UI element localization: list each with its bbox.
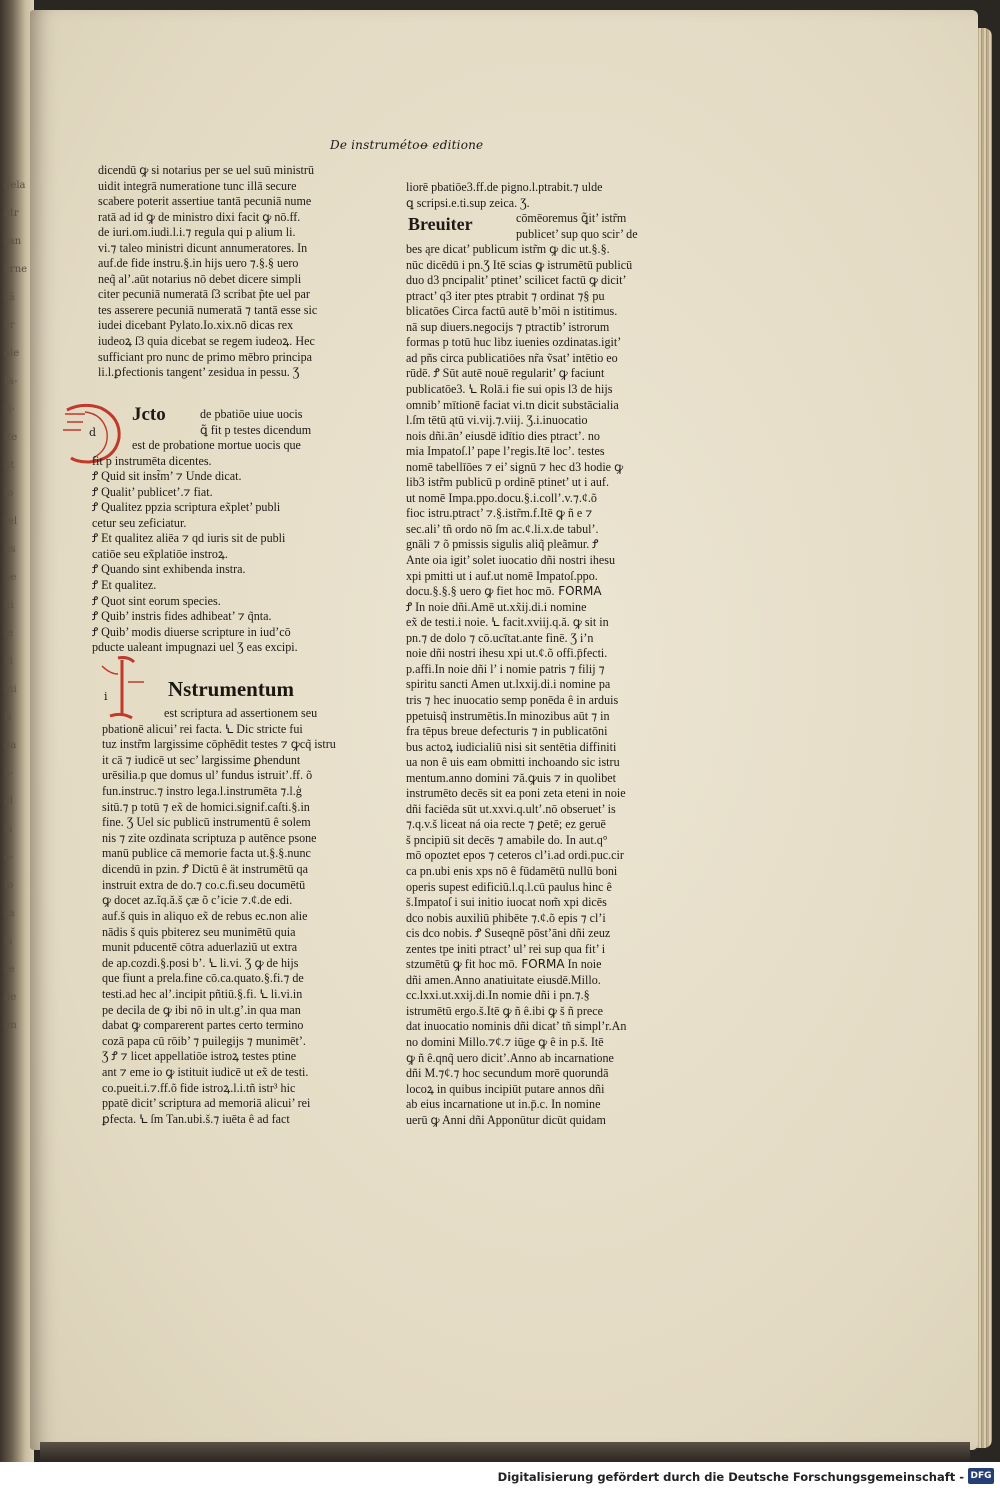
text-line-content: zentes tpe initi ptract’ ul’ rei sup qua fit’ i [406, 941, 606, 956]
text-line [406, 771, 644, 787]
margin-stub-text: ci [4, 656, 13, 667]
text-line [406, 817, 644, 833]
margin-stub-text: etr [4, 208, 19, 219]
text-line [406, 320, 644, 336]
text-line: testi.ad hec al’.incipit pñtiū.§.fi. Ꝇ li.vi.in [102, 986, 303, 1001]
text-line-content: gnāli ⁊ õ pmissis sigulis aliq̃ pleãmur. Ꝭ [406, 537, 599, 552]
text-line [406, 304, 644, 320]
text-line-content: bus actoꝝ iudicialiū nisi sit sentētia diffiniti [406, 739, 617, 754]
text-line [406, 631, 644, 647]
margin-stub-text: er [4, 320, 15, 331]
text-line-content: formas p totū huc libz iuenies ozdinatas.igit’ [406, 335, 622, 350]
margin-stub-text: ta- [4, 376, 18, 387]
text-line: ꝗ̃ fit p testes dicendum [200, 422, 312, 437]
text-line [406, 786, 644, 802]
text-line [406, 413, 644, 429]
text-line: Ꝭ Et qualitez. [92, 578, 157, 593]
text-line: auf.š quis in aliquo ex̃ de rebus ec.non alie [102, 908, 308, 923]
text-line: catiōe seu ex̃platiōe instroꝝ. [92, 546, 228, 561]
text-line [406, 553, 644, 569]
previous-page-edge [0, 0, 34, 1462]
text-line: Ꝭ Et qualitez aliēa ⁊ qd iuris sit de publi [92, 531, 286, 546]
text-line: de iuri.om.iudi.l.i.⁊ regula qui p alium li. [98, 225, 296, 240]
text-line [406, 911, 644, 927]
text-line-content: Ꝭ In noie dñi.Amē ut.xx̃ij.di.i nomine [406, 599, 587, 614]
text-line [406, 289, 644, 305]
text-line-content: š.Impatoſ i sui initio iuocat nom̃ xpi dicēs [406, 895, 607, 910]
text-line: fun.instruc.⁊ instro lega.l.instrumēta ⁊.l.ģ [102, 784, 302, 799]
text-line-content: dco nobis auxiliū phibēte ⁊.¢.õ epis ⁊ cl’i [406, 910, 606, 925]
text-line-content: dñi faciēda sūt ut.xxvi.q.ult’.nō obseruet’ is [406, 801, 616, 816]
text-line-content: operis supest edificiū.l.q.l.cū paulus hinc ê [406, 879, 612, 894]
dfg-logo: DFG [968, 1468, 994, 1484]
margin-stub-text: lo [4, 880, 14, 891]
text-line: dicendū ꝙ si notarius per se uel suū ministrū [98, 163, 314, 177]
margin-stub-text: io [4, 488, 14, 499]
text-line-content: uerū ꝙ Anni dñi Apponūtur dicūt quidam [406, 1112, 606, 1127]
dicto-heading: Jcto [132, 407, 166, 423]
margin-stub-text: re [4, 964, 15, 975]
text-line [406, 382, 644, 398]
text-line: dabat ꝙ comparerent partes certo termino [102, 1018, 304, 1033]
text-line: pe decila de ꝙ ibi nō in ult.g’.in qua man [102, 1002, 301, 1017]
text-line: est de probatione mortue uocis que [132, 438, 301, 453]
margin-stub-text: el [4, 796, 14, 807]
text-line: Ꝭ Quando sint exhibenda instra. [92, 562, 246, 577]
text-line: Ꝭ Quib’ modis diuerse scripture in iud’cō [92, 624, 291, 639]
text-line-content: lib3 istr̃m publicū p ordinē ptinet’ ut i auf. [406, 475, 609, 490]
text-line [406, 506, 644, 522]
text-line: est scriptura ad assertionem seu [164, 706, 318, 720]
text-line: pducte ualeant impugnazi uel Ʒ eas excipi. [92, 640, 298, 655]
margin-stub-text: im [4, 1020, 17, 1031]
footer-bar [0, 1462, 1000, 1492]
text-line: cetur seu zeficiatur. [92, 515, 187, 530]
margin-stub-text: mi [4, 684, 17, 695]
text-line: ppatē dicit’ scriptura ad memoriā alicui’ rei [102, 1096, 311, 1111]
text-line [406, 848, 644, 864]
text-line-content: ua non ê uis eam obmitti inchoando sic istru [406, 755, 620, 770]
text-line [406, 491, 644, 507]
forma-label: FORMA [554, 584, 602, 599]
text-line: it cā ⁊ iudicē ut sec’ largissime ꝑhendunt [102, 752, 301, 767]
text-line [406, 880, 644, 896]
text-line [406, 677, 644, 693]
margin-stub-text: a- [4, 768, 14, 779]
text-line [406, 242, 644, 258]
margin-stub-text: ni [4, 600, 14, 611]
text-line: que fiunt a prela.fine cō.ca.quato.§.fi.⁊ de [102, 971, 304, 986]
text-line [406, 460, 644, 476]
margin-stub-text: ue [4, 572, 17, 583]
text-line [406, 1004, 644, 1020]
text-line-content: fioc istru.ptract’ ⁊.§.istr̃m.f.Itē ꝙ ñ e ⁊ [406, 506, 593, 521]
text-line: sitū.⁊ p totū ⁊ ex̃ de homici.signif.caſti.§.in [102, 799, 310, 814]
text-line [406, 755, 644, 771]
text-line: Ꝭ Qualitez ppzia scriptura ex̃plet’ publi [92, 500, 281, 515]
text-line-content: ꝙ ñ ê.qnq̃ uero dicit’.Anno ab incarnatione [406, 1050, 614, 1065]
text-line [406, 366, 644, 382]
text-line-content: cc.lxxi.ut.xxij.di.In nomie dñi i pn.⁊.§ [406, 988, 590, 1003]
margin-stub-text: oie [4, 348, 20, 359]
text-line-content: tris ⁊ hec inuocatio semp ponēda ê in arduis [406, 692, 619, 707]
text-line [406, 973, 644, 989]
text-line: auf.de fide instru.§.in hijs uero ⁊.§.§ uero [98, 256, 299, 271]
text-line: uidit integrā numeratione tunc illā secure [98, 178, 297, 193]
text-line [406, 537, 644, 553]
text-line-content: nois dñi.ān’ eiusdē idītio dies ptract’. no [406, 428, 600, 443]
text-line [406, 475, 644, 491]
text-line-content: ⁊.q.v.š liceat ná oia recte ⁊ ꝑetē; ez geruē [406, 817, 606, 832]
text-line-content: publicatōe3. Ꝇ Rolā.i fie sui opis l3 de hijs [406, 382, 613, 397]
text-line: tuz instr̃m largissime cōphēdit testes ⁊ ꝙcq̃ istru [102, 737, 336, 752]
text-line: munit pducentē cōtra aduerlaziū ut extra [102, 940, 298, 955]
text-line [406, 615, 644, 631]
margin-stub-text: ie [4, 628, 14, 639]
text-line-content: duo d3 pncipalit’ ptinet’ scilicet factū ꝙ dicit’ [406, 273, 627, 288]
text-line: li.l.ꝑfectionis tangent’ zesidua in pessu. Ʒ [98, 365, 300, 380]
text-line [406, 662, 644, 678]
text-line-content: locoꝝ in quibus incipiūt putare annos dñi [406, 1081, 605, 1096]
text-line: vi.⁊ taleo ministri dicunt annumeratores. In [98, 240, 308, 255]
margin-stub-text: ra [4, 908, 15, 919]
footer-funding-text: Digitalisierung gefördert durch die Deutsche Forschungsgemeinschaft - [497, 1470, 964, 1484]
text-line: ꝙ docet az.ĩq.ă.š çæ õ c’icie ⁊.¢.de edi. [102, 893, 293, 908]
text-line-content: fra tēpus breue defecturis ⁊ in publicatōni [406, 724, 608, 739]
text-line-content: dñi amen.Anno anatiuitate eiusdē.Millo. [406, 972, 601, 987]
text-line-content: ex̃ de testi.i noie. Ꝇ facit.xviij.q.ă. ꝙ sit in [406, 615, 609, 630]
text-line-content: sec.ali’ tñ ordo nō ſm ac.¢.li.x.de tabul’. [406, 521, 599, 536]
text-line [406, 584, 644, 600]
text-line-content: ptract’ q3 iter ptes ptrabit ⁊ ordinat ⁊§ pu [406, 288, 605, 303]
left-column-instrumentum [102, 706, 348, 1127]
text-line [406, 351, 644, 367]
text-line: iudei dicebant Pylato.Io.xix.nō dicas rex [98, 318, 294, 333]
forma-label: FORMA [517, 957, 565, 972]
text-line [406, 833, 644, 849]
left-column-top [98, 163, 350, 381]
text-line: Ꝭ Quid sit inst̃m’ ⁊ Unde dicat. [92, 469, 242, 484]
text-line: Ʒ Ꝭ ⁊ licet appellatiōe istroꝝ testes ptine [102, 1049, 297, 1064]
text-line: scabere poterit assertiue tantā pecuniā nume [98, 194, 312, 209]
text-line [406, 926, 644, 942]
text-line: tes asserere pecuniā numeratā ⁊ tantā esse sic [98, 302, 318, 317]
text-line-content: nā sup diuers.negocijs ⁊ ptractib’ istrorum [406, 319, 610, 334]
breuiter-heading: Breuiter [408, 214, 473, 235]
left-column-dicto [92, 407, 342, 656]
text-line: manū publice cā memorie facta ut.§.§.nunc [102, 846, 311, 861]
text-line-content: docu.§.§.§ uero ꝙ fiet hoc mō. [406, 584, 555, 599]
text-line: cozā papa cū rōib’ ⁊ puilegijs ⁊ munimēt’. [102, 1033, 306, 1048]
margin-stub-text: nt [4, 460, 15, 471]
text-line: fit p instrumēta dicentes. [92, 453, 212, 468]
text-line-content: mentum.anno domini ⁊ă.ꝙuis ⁊ in quolibet [406, 770, 617, 785]
margin-stub-text: tel [4, 516, 18, 527]
text-line-content: rūdē. Ꝭ Sūt autē nouē regularit’ ꝙ faciunt [406, 366, 605, 381]
text-line: instruit extra de do.⁊ co.c.fi.seu documētū [102, 877, 306, 892]
margin-stub-text: rã [4, 292, 15, 303]
text-line [406, 1097, 644, 1113]
text-line-content: cis dco nobis. Ꝭ Suseqnē pōst’āni dñi zeuz [406, 926, 611, 941]
text-line-content: Ante oia igit’ solet iuocatio dñi nostri ihesu [406, 553, 616, 568]
text-line-content: nūc dicēdū i pn.Ʒ Itē scias ꝙ istrumētū publicū [406, 257, 633, 272]
text-line-content: ppetuisq̃ instrumētis.In minozibus aūt ⁊ in [406, 708, 610, 723]
text-line: publicet’ sup quo scir’ de [516, 226, 638, 241]
text-line: Ꝭ Quib’ instris fides adhibeat’ ⁊ q̃nta. [92, 609, 272, 624]
text-line [406, 864, 644, 880]
text-line-content: blicatōes Circa factū autē b’mōi n istitimus. [406, 304, 618, 319]
text-line-content: dat inuocatio nominis dñi dicat’ tñ simpl’r.An [406, 1019, 627, 1034]
text-line: fine. Ʒ Uel sic publicū instrumentū ê solem [102, 815, 311, 830]
text-line: liorē pbatiōe3.ff.de pigno.l.ptrabit.⁊ ulde [406, 180, 603, 194]
text-line: Ꝭ Qualit’ publicet’.⁊ fiat. [92, 484, 213, 499]
svg-text:d: d [89, 426, 97, 439]
text-line-content: ab eius incarnatione ut in.p̄.c. In nomine [406, 1097, 601, 1112]
text-line [406, 709, 644, 725]
text-line-content: omnib’ mītionē faciat vi.tn dicit substācialia [406, 397, 619, 412]
text-line [406, 895, 644, 911]
text-line-content: nomē tabellīōes ⁊ ei’ signū ⁊ hec d3 hodie ꝙ [406, 459, 624, 474]
text-line-content: In noie [564, 957, 602, 972]
text-line-content: no domini Millo.⁊¢.⁊ iūge ꝙ ê in p.š. Itē [406, 1034, 604, 1049]
text-line [406, 1035, 644, 1051]
text-line-content: pn.⁊ de dolo ⁊ cō.ucītat.ante finē. Ʒ i’n [406, 630, 594, 645]
text-line [406, 1082, 644, 1098]
text-line: cōmēoremus ꝗ̃it’ istr̃m [516, 211, 627, 226]
text-line-content: mia Impatoſ.l’ pape l’regis.Itē loc’. testes [406, 444, 605, 459]
text-line-content: p.affi.In noie dñi l’ i nomie patris ⁊ filij ⁊ [406, 661, 605, 676]
text-line: iudeoꝝ ſ3 quia dicebat se regem iudeoꝝ. Hec [98, 334, 315, 349]
text-line-content: spiritu sancti Amen ut.lxxij.di.i nomine pa [406, 677, 611, 692]
text-line [406, 646, 644, 662]
margin-stub-text: o- [4, 852, 14, 863]
text-line: dicendū in pzin. Ꝭ Dictū ê ät instrumētū qa [102, 862, 308, 877]
text-line: ꝗ scripsi.e.ti.sup zeica. Ʒ. [406, 195, 530, 210]
margin-stub-text: is [4, 936, 13, 947]
text-line: citer pecuniā numeratā ſ3 scribat p̃te uel par [98, 287, 310, 302]
text-line [406, 988, 644, 1004]
text-line [406, 740, 644, 756]
text-line-content: bes ąre dicat’ publicum istr̃m ꝙ dic ut.§.§. [406, 242, 610, 257]
text-line [406, 1051, 644, 1067]
text-line [406, 1019, 644, 1035]
text-line-content: ca pn.ubi enis xps nō ê fūdamētū nullū boni [406, 863, 618, 878]
text-line [406, 335, 644, 351]
page-bottom-shadow [40, 1442, 970, 1462]
text-line [406, 444, 644, 460]
text-line-content: istrumētū ergo.š.Itē ꝙ ñ ê.ibi ꝙ š ñ prece [406, 1003, 603, 1018]
text-line [406, 802, 644, 818]
text-line: nis ⁊ zite ozdinata scriptuza p autēnce psone [102, 830, 317, 845]
text-line: ratā ad id ꝙ de ministro dixi facit ꝙ nō.ff. [98, 209, 301, 224]
svg-text:i: i [104, 690, 108, 703]
margin-stub-text: ti- [4, 404, 15, 415]
text-line: urēsilia.p que domus ul’ fundus istruit’.ff. õ [102, 768, 313, 783]
text-line-content: mō opoztet epos ⁊ ceteros cl’i.ad ordi.puc.cir [406, 848, 624, 863]
margin-stub-text: erne [4, 264, 28, 275]
text-line [406, 429, 644, 445]
text-line [406, 569, 644, 585]
text-line [406, 273, 644, 289]
text-line [406, 1113, 644, 1129]
text-line-content: l.ſm tētū ątū vi.vij.⁊.viij. Ʒ.i.inuocatio [406, 413, 588, 428]
text-line [406, 724, 644, 740]
margin-stub-text: us [4, 544, 16, 555]
margin-stub-text: ite [4, 432, 18, 443]
text-line: co.pueit.i.⁊.ff.õ fide istroꝝ.l.i.tñ istr³ hic [102, 1080, 296, 1095]
text-line-content: ad pñs circa publicatiōes nr̃a ṽsat’ intētio eo [406, 350, 618, 365]
text-line-content: stzumētū ꝙ fit hoc mō. [406, 957, 518, 972]
text-line: de pbatiōe uiue uocis [200, 407, 303, 421]
text-line-content: instrumēto decēs sit ea poni zeta eteni in noie [406, 786, 626, 801]
text-line [406, 1066, 644, 1082]
text-line-content: dñi M.⁊¢.⁊ hoc secundum morē quorundā [406, 1066, 609, 1081]
margin-stub-text: ti [4, 712, 12, 723]
right-column [406, 180, 644, 1128]
running-head: De instrumétoꝋ editione [330, 138, 484, 152]
text-line-content: xpi pmitti ut i auf.ut nomē Impatoſ.ppo. [406, 568, 598, 583]
text-line-content: noie dñi nostri ihesu xpi ut.¢.õ offi.p̄fecti. [406, 646, 608, 661]
text-line [406, 942, 644, 958]
text-line-content: ut nomē Impa.ppo.docu.§.i.coll’.v.⁊.¢.õ [406, 490, 597, 505]
breuiter-row [406, 211, 644, 242]
margin-stub-text: ran [4, 236, 22, 247]
text-line: sufficiant pro nunc de primo mēbro principa [98, 349, 313, 364]
text-line [406, 600, 644, 616]
text-line: ꝑfecta. Ꝇ ſm Tan.ubi.š.⁊ iuēta ê ad fact [102, 1111, 290, 1126]
margin-stub-text: da [4, 740, 17, 751]
text-line [406, 522, 644, 538]
text-line: pbationē alicui’ rei facta. Ꝇ Dic stricte fui [102, 721, 303, 736]
instrumentum-heading: Nstrumentum [168, 677, 294, 701]
text-line [406, 258, 644, 274]
text-line: ant ⁊ eme io ꝙ istituit iudicē ut ex̃ de testi. [102, 1065, 309, 1080]
text-line: nādis š quis pbiterez seu munimētū quia [102, 924, 296, 939]
margin-stub-text: dela [4, 180, 26, 191]
text-line [406, 398, 644, 414]
text-line: Ꝭ Quot sint eorum species. [92, 593, 221, 608]
text-line [406, 957, 644, 973]
text-line: de ap.cozdi.§.posi b’. Ꝇ li.vi. Ʒ ꝙ de hijs [102, 955, 299, 970]
margin-stub-text: de [4, 992, 17, 1003]
text-line: neq̃ al’.aūt notarius nō debet dicere simpli [98, 271, 302, 286]
margin-stub-text: is [4, 824, 13, 835]
text-line [406, 693, 644, 709]
text-line-content: š pncipiū sit decēs ⁊ amabile do. In aut.q° [406, 832, 608, 847]
